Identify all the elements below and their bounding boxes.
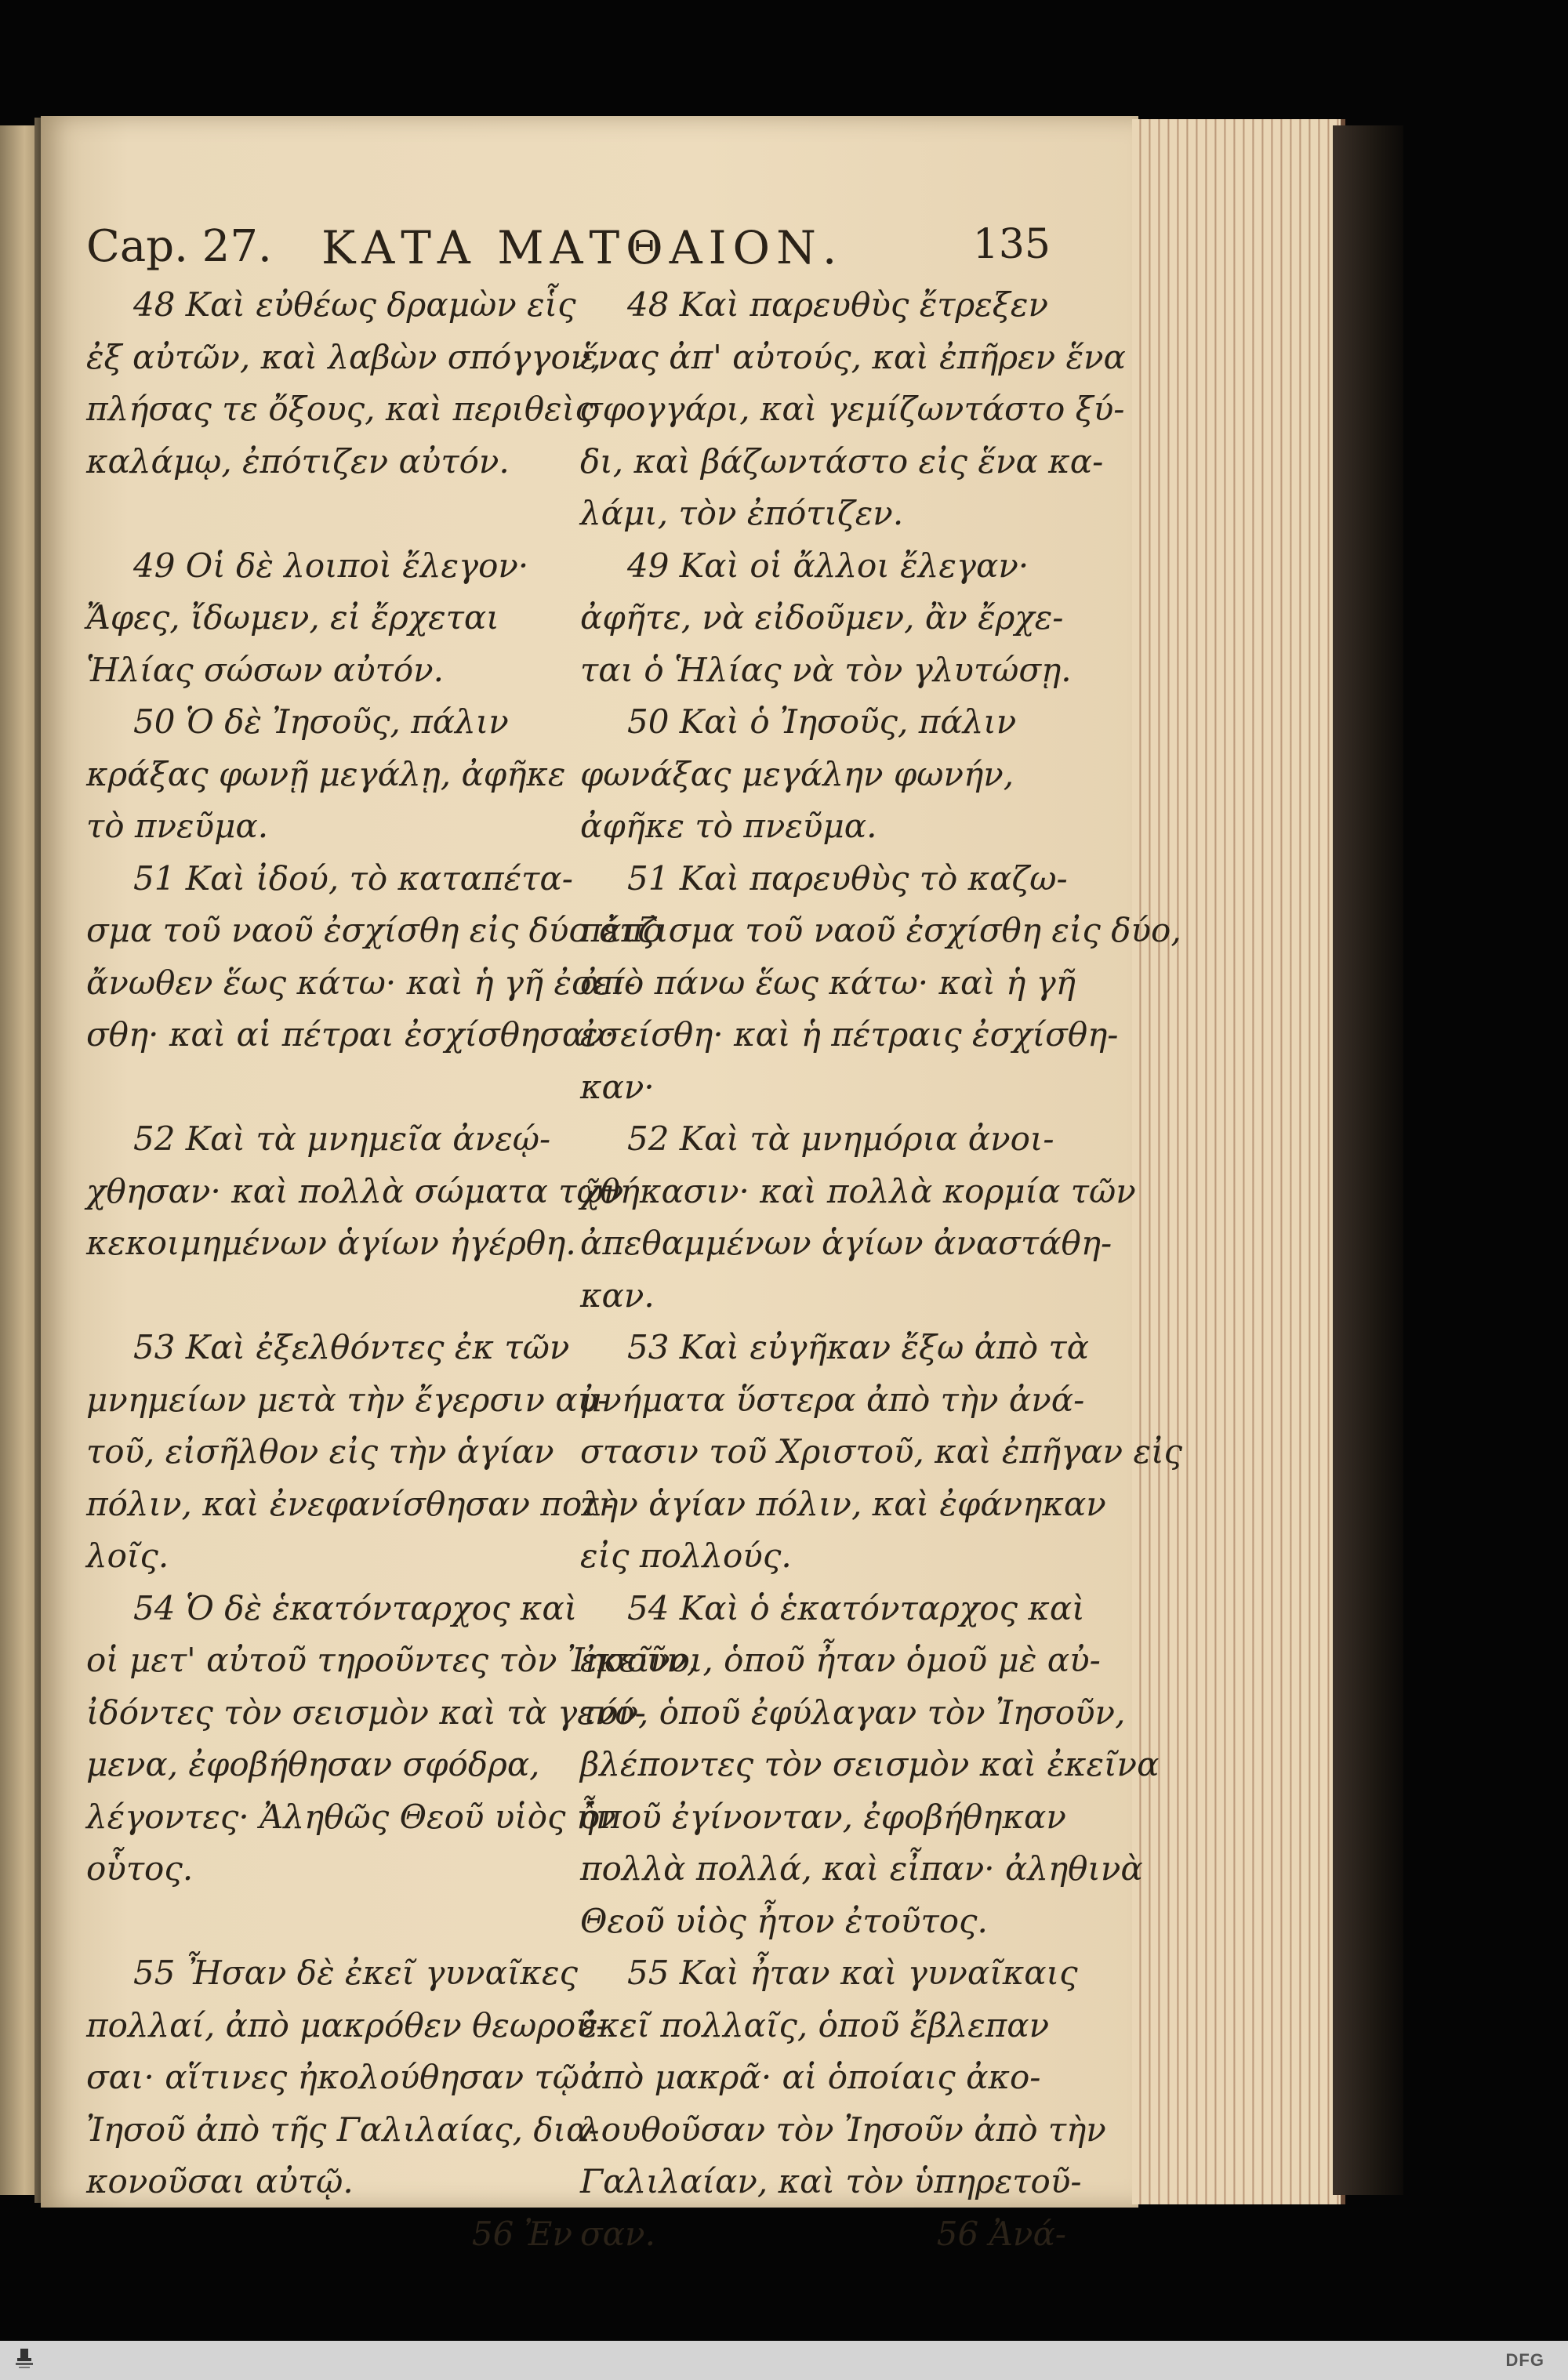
text-line bbox=[86, 592, 572, 644]
line-text: ἄνωθεν ἕως κάτω· καὶ ἡ γῆ ἐσεί- bbox=[86, 963, 636, 1002]
line-text: 51 Καὶ παρευθὺς τὸ καζω- bbox=[627, 858, 1068, 898]
text-line bbox=[580, 2104, 1106, 2157]
text-line bbox=[580, 1478, 1106, 1531]
line-text: σμα τοῦ ναοῦ ἐσχίσθη εἰς δύο ἀπὸ bbox=[86, 911, 663, 949]
text-line bbox=[580, 696, 1066, 749]
line-text: Γαλιλαίαν, καὶ τὸν ὑπηρετοῦ- bbox=[580, 2162, 1082, 2200]
line-text: 54 Καὶ ὁ ἑκατόνταρχος καὶ bbox=[627, 1588, 1085, 1627]
line-text: τὴν ἁγίαν πόλιν, καὶ ἐφάνηκαν bbox=[580, 1484, 1106, 1523]
text-line bbox=[86, 2156, 572, 2208]
line-text: 55 Καὶ ἦταν καὶ γυναῖκαις bbox=[627, 1954, 1078, 1992]
text-line bbox=[580, 279, 1066, 332]
text-line bbox=[580, 957, 1076, 1010]
line-text: καλάμῳ, ἐπότιζεν αὐτόν. bbox=[86, 441, 510, 481]
text-line bbox=[580, 1009, 1119, 1061]
text-line bbox=[86, 332, 601, 384]
line-text: φωνάξας μεγάλην φωνήν, bbox=[580, 754, 1014, 793]
line-text: σφογγάρι, καὶ γεμίζωντάστο ξύ- bbox=[580, 390, 1125, 428]
text-line bbox=[580, 1530, 1066, 1583]
text-line bbox=[580, 1634, 1101, 1687]
text-line bbox=[580, 1426, 1183, 1478]
text-line bbox=[86, 1583, 578, 1635]
text-line bbox=[580, 905, 1181, 957]
line-text: 55 Ἦσαν δὲ ἐκεῖ γυναῖκες bbox=[133, 1954, 579, 1992]
line-text: λουθοῦσαν τὸν Ἰησοῦν ἀπὸ τὴν bbox=[580, 2110, 1106, 2149]
line-text: ἀπὸ πάνω ἕως κάτω· καὶ ἡ γῆ bbox=[580, 963, 1076, 1002]
line-text: ἐσείσθη· καὶ ἡ πέτραις ἐσχίσθη- bbox=[580, 1015, 1119, 1054]
line-text: 49 Οἱ δὲ λοιποὶ ἔλεγον· bbox=[133, 546, 529, 585]
running-title: ΚΑΤΑ ΜΑΤΘΑΙΟΝ. bbox=[321, 221, 844, 274]
text-line bbox=[86, 1739, 572, 1791]
line-text: χθήκασιν· καὶ πολλὰ κορμία τῶν bbox=[580, 1171, 1136, 1210]
text-line bbox=[86, 1478, 615, 1531]
text-line bbox=[86, 2000, 607, 2052]
text-line bbox=[580, 2052, 1066, 2104]
text-line bbox=[580, 2156, 1082, 2208]
line-text: Ἰησοῦ ἀπὸ τῆς Γαλιλαίας, δια- bbox=[86, 2110, 600, 2149]
line-text: 53 Καὶ ἐξελθόντες ἐκ τῶν bbox=[133, 1328, 570, 1366]
text-line bbox=[580, 749, 1066, 801]
line-text: ἐξ αὐτῶν, καὶ λαβὼν σπόγγον, bbox=[86, 337, 601, 376]
line-text: καν. bbox=[580, 1275, 655, 1315]
text-line bbox=[86, 1947, 579, 2000]
text-line bbox=[86, 1687, 646, 1740]
library-logo-icon bbox=[13, 2347, 36, 2374]
text-line bbox=[580, 1739, 1160, 1791]
dfg-brand: DFG bbox=[1505, 2350, 1544, 2370]
line-text: Ἡλίας σώσων αὐτόν. bbox=[86, 650, 445, 689]
line-text: τόν, ὁποῦ ἐφύλαγαν τὸν Ἰησοῦν, bbox=[580, 1692, 1126, 1732]
catchword: 56 Ἀνά- bbox=[936, 2214, 1066, 2253]
line-text: οἱ μετ' αὐτοῦ τηροῦντες τὸν Ἰησοῦν, bbox=[86, 1641, 698, 1679]
line-text: τὸ πνεῦμα. bbox=[86, 807, 269, 845]
line-text: μνημείων μετὰ τὴν ἔγερσιν αὐ- bbox=[86, 1380, 609, 1419]
line-text: ὁποῦ ἐγίνονταν, ἐφοβήθηκαν bbox=[580, 1797, 1066, 1836]
text-line bbox=[580, 1166, 1136, 1218]
line-text: 53 Καὶ εὐγῆκαν ἔξω ἀπὸ τὰ bbox=[627, 1328, 1089, 1366]
text-line bbox=[86, 853, 572, 905]
text-line bbox=[86, 905, 663, 957]
line-text: στασιν τοῦ Χριστοῦ, καὶ ἐπῆγαν εἰς bbox=[580, 1432, 1183, 1471]
line-gap bbox=[86, 1061, 572, 1114]
line-text: κονοῦσαι αὐτῷ. bbox=[86, 2162, 354, 2200]
line-text: 51 Καὶ ἰδού, τὸ καταπέτα- bbox=[133, 858, 573, 898]
line-text: σθη· καὶ αἱ πέτραι ἐσχίσθησαν· bbox=[86, 1015, 615, 1054]
text-line bbox=[86, 1426, 572, 1478]
line-text: Θεοῦ υἱὸς ἦτον ἐτοῦτος. bbox=[580, 1901, 988, 1940]
text-line bbox=[580, 436, 1104, 488]
text-line bbox=[580, 540, 1066, 593]
text-line bbox=[86, 800, 572, 853]
line-text: ἀφῆκε τὸ πνεῦμα. bbox=[580, 807, 877, 845]
line-text: σαι· αἵτινες ἠκολούθησαν τῷ bbox=[86, 2058, 579, 2096]
text-line bbox=[86, 436, 572, 488]
line-text: σαν. bbox=[580, 2214, 655, 2253]
text-line bbox=[580, 1374, 1085, 1427]
line-text: λέγοντες· Ἀληθῶς Θεοῦ υἱὸς ἦν bbox=[86, 1797, 616, 1836]
text-line bbox=[580, 332, 1126, 384]
line-text: εἰς πολλούς. bbox=[580, 1536, 792, 1575]
line-text: ἰδόντες τὸν σεισμὸν καὶ τὰ γενό- bbox=[86, 1692, 646, 1732]
text-line bbox=[86, 2104, 600, 2157]
text-line bbox=[580, 1061, 1066, 1114]
text-line bbox=[580, 383, 1125, 436]
line-text: καν· bbox=[580, 1067, 655, 1106]
page-header bbox=[86, 221, 1051, 284]
line-gap bbox=[86, 1896, 572, 1948]
line-text: ται ὁ Ἡλίας νὰ τὸν γλυτώσῃ. bbox=[580, 650, 1072, 689]
page-number: 135 bbox=[972, 221, 1051, 268]
line-text: τοῦ, εἰσῆλθον εἰς τὴν ἁγίαν bbox=[86, 1432, 554, 1471]
line-text: 52 Καὶ τὰ μνημεῖα ἀνεῴ- bbox=[133, 1119, 551, 1158]
text-line bbox=[86, 1843, 572, 1896]
text-line bbox=[580, 1217, 1112, 1270]
line-text: πλήσας τε ὄξους, καὶ περιθεὶς bbox=[86, 390, 593, 428]
text-line bbox=[580, 1270, 1066, 1322]
modern-greek-column bbox=[580, 279, 1183, 2260]
text-line bbox=[86, 1530, 572, 1583]
line-text: μνήματα ὕστερα ἀπὸ τὴν ἀνά- bbox=[580, 1380, 1085, 1419]
text-line bbox=[86, 1374, 609, 1427]
text-line bbox=[86, 696, 572, 749]
line-text: ἀπὸ μακρᾶ· αἱ ὁποίαις ἀκο- bbox=[580, 2058, 1041, 2096]
text-line bbox=[86, 383, 593, 436]
text-line bbox=[86, 1322, 572, 1374]
page-edges bbox=[1132, 119, 1345, 2204]
text-line bbox=[580, 1791, 1066, 1844]
line-text: 48 Καὶ παρευθὺς ἔτρεξεν bbox=[627, 285, 1048, 324]
line-text: ἐκεῖ πολλαῖς, ὁποῦ ἔβλεπαν bbox=[580, 2005, 1050, 2044]
text-line bbox=[580, 1843, 1143, 1896]
text-line bbox=[580, 488, 1066, 540]
line-gap bbox=[86, 1270, 572, 1322]
text-line bbox=[580, 2208, 1066, 2261]
line-text: πέτζισμα τοῦ ναοῦ ἐσχίσθη εἰς δύο, bbox=[580, 911, 1181, 949]
text-line bbox=[580, 1583, 1085, 1635]
text-line bbox=[580, 800, 1066, 853]
book-cover bbox=[1333, 125, 1403, 2195]
text-line bbox=[580, 1322, 1089, 1374]
text-line bbox=[580, 644, 1072, 697]
chapter-label: Cap. 27. bbox=[86, 221, 272, 272]
line-text: 50 Ὁ δὲ Ἰησοῦς, πάλιν bbox=[133, 702, 509, 741]
text-line bbox=[86, 2208, 572, 2261]
line-text: λάμι, τὸν ἐπότιζεν. bbox=[580, 494, 904, 532]
line-text: ἕνας ἀπ' αὐτούς, καὶ ἐπῆρεν ἕνα bbox=[580, 337, 1126, 376]
line-text: λοῖς. bbox=[86, 1536, 169, 1575]
text-line bbox=[86, 957, 636, 1010]
line-text: 52 Καὶ τὰ μνημόρια ἀνοι- bbox=[627, 1119, 1054, 1158]
line-text: Ἄφες, ἴδωμεν, εἰ ἔρχεται bbox=[86, 598, 499, 637]
text-line bbox=[86, 540, 572, 593]
line-text: 54 Ὁ δὲ ἑκατόνταρχος καὶ bbox=[133, 1588, 578, 1627]
text-line bbox=[86, 1113, 572, 1166]
line-text: 50 Καὶ ὁ Ἰησοῦς, πάλιν bbox=[627, 702, 1017, 741]
text-line bbox=[86, 2052, 579, 2104]
line-text: κράξας φωνῇ μεγάλῃ, ἀφῆκε bbox=[86, 754, 566, 793]
text-line bbox=[86, 1791, 616, 1844]
text-line bbox=[86, 1166, 624, 1218]
line-text: πολλὰ πολλά, καὶ εἶπαν· ἀληθινὰ bbox=[580, 1849, 1143, 1888]
text-line bbox=[580, 1687, 1126, 1740]
text-line bbox=[580, 592, 1066, 644]
text-line bbox=[86, 279, 576, 332]
line-text: μενα, ἐφοβήθησαν σφόδρα, bbox=[86, 1745, 540, 1783]
line-text: 49 Καὶ οἱ ἄλλοι ἔλεγαν· bbox=[627, 546, 1029, 585]
line-text: οὗτος. bbox=[86, 1849, 194, 1888]
line-text: χθησαν· καὶ πολλὰ σώματα τῶν bbox=[86, 1171, 624, 1210]
text-line bbox=[580, 853, 1066, 905]
text-line bbox=[86, 749, 572, 801]
text-line bbox=[580, 2000, 1066, 2052]
text-line bbox=[86, 1217, 576, 1270]
line-gap bbox=[86, 488, 572, 540]
line-text: πολλαί, ἀπὸ μακρόθεν θεωροῦ- bbox=[86, 2005, 607, 2044]
text-line bbox=[86, 644, 572, 697]
line-text: πόλιν, καὶ ἐνεφανίσθησαν πολ- bbox=[86, 1484, 615, 1523]
text-line bbox=[86, 1634, 698, 1687]
text-line bbox=[580, 1947, 1078, 2000]
line-text: 56 Ἐν bbox=[471, 2214, 572, 2253]
line-text: ἀφῆτε, νὰ εἰδοῦμεν, ἂν ἔρχε- bbox=[580, 598, 1064, 637]
line-text: ἀπεθαμμένων ἁγίων ἀναστάθη- bbox=[580, 1224, 1112, 1262]
line-text: δι, καὶ βάζωντάστο εἰς ἕνα κα- bbox=[580, 441, 1104, 481]
viewer-footer-bar bbox=[0, 2341, 1568, 2380]
text-line bbox=[580, 1896, 1066, 1948]
line-text: κεκοιμημένων ἁγίων ἠγέρθη. bbox=[86, 1224, 576, 1262]
text-line bbox=[580, 1113, 1066, 1166]
line-text: βλέποντες τὸν σεισμὸν καὶ ἐκεῖνα bbox=[580, 1745, 1160, 1783]
text-line bbox=[86, 1009, 615, 1061]
line-text: ἐκεῖνοι, ὁποῦ ἦταν ὁμοῦ μὲ αὐ- bbox=[580, 1641, 1101, 1679]
line-text: 48 Καὶ εὐθέως δραμὼν εἷς bbox=[133, 285, 576, 324]
